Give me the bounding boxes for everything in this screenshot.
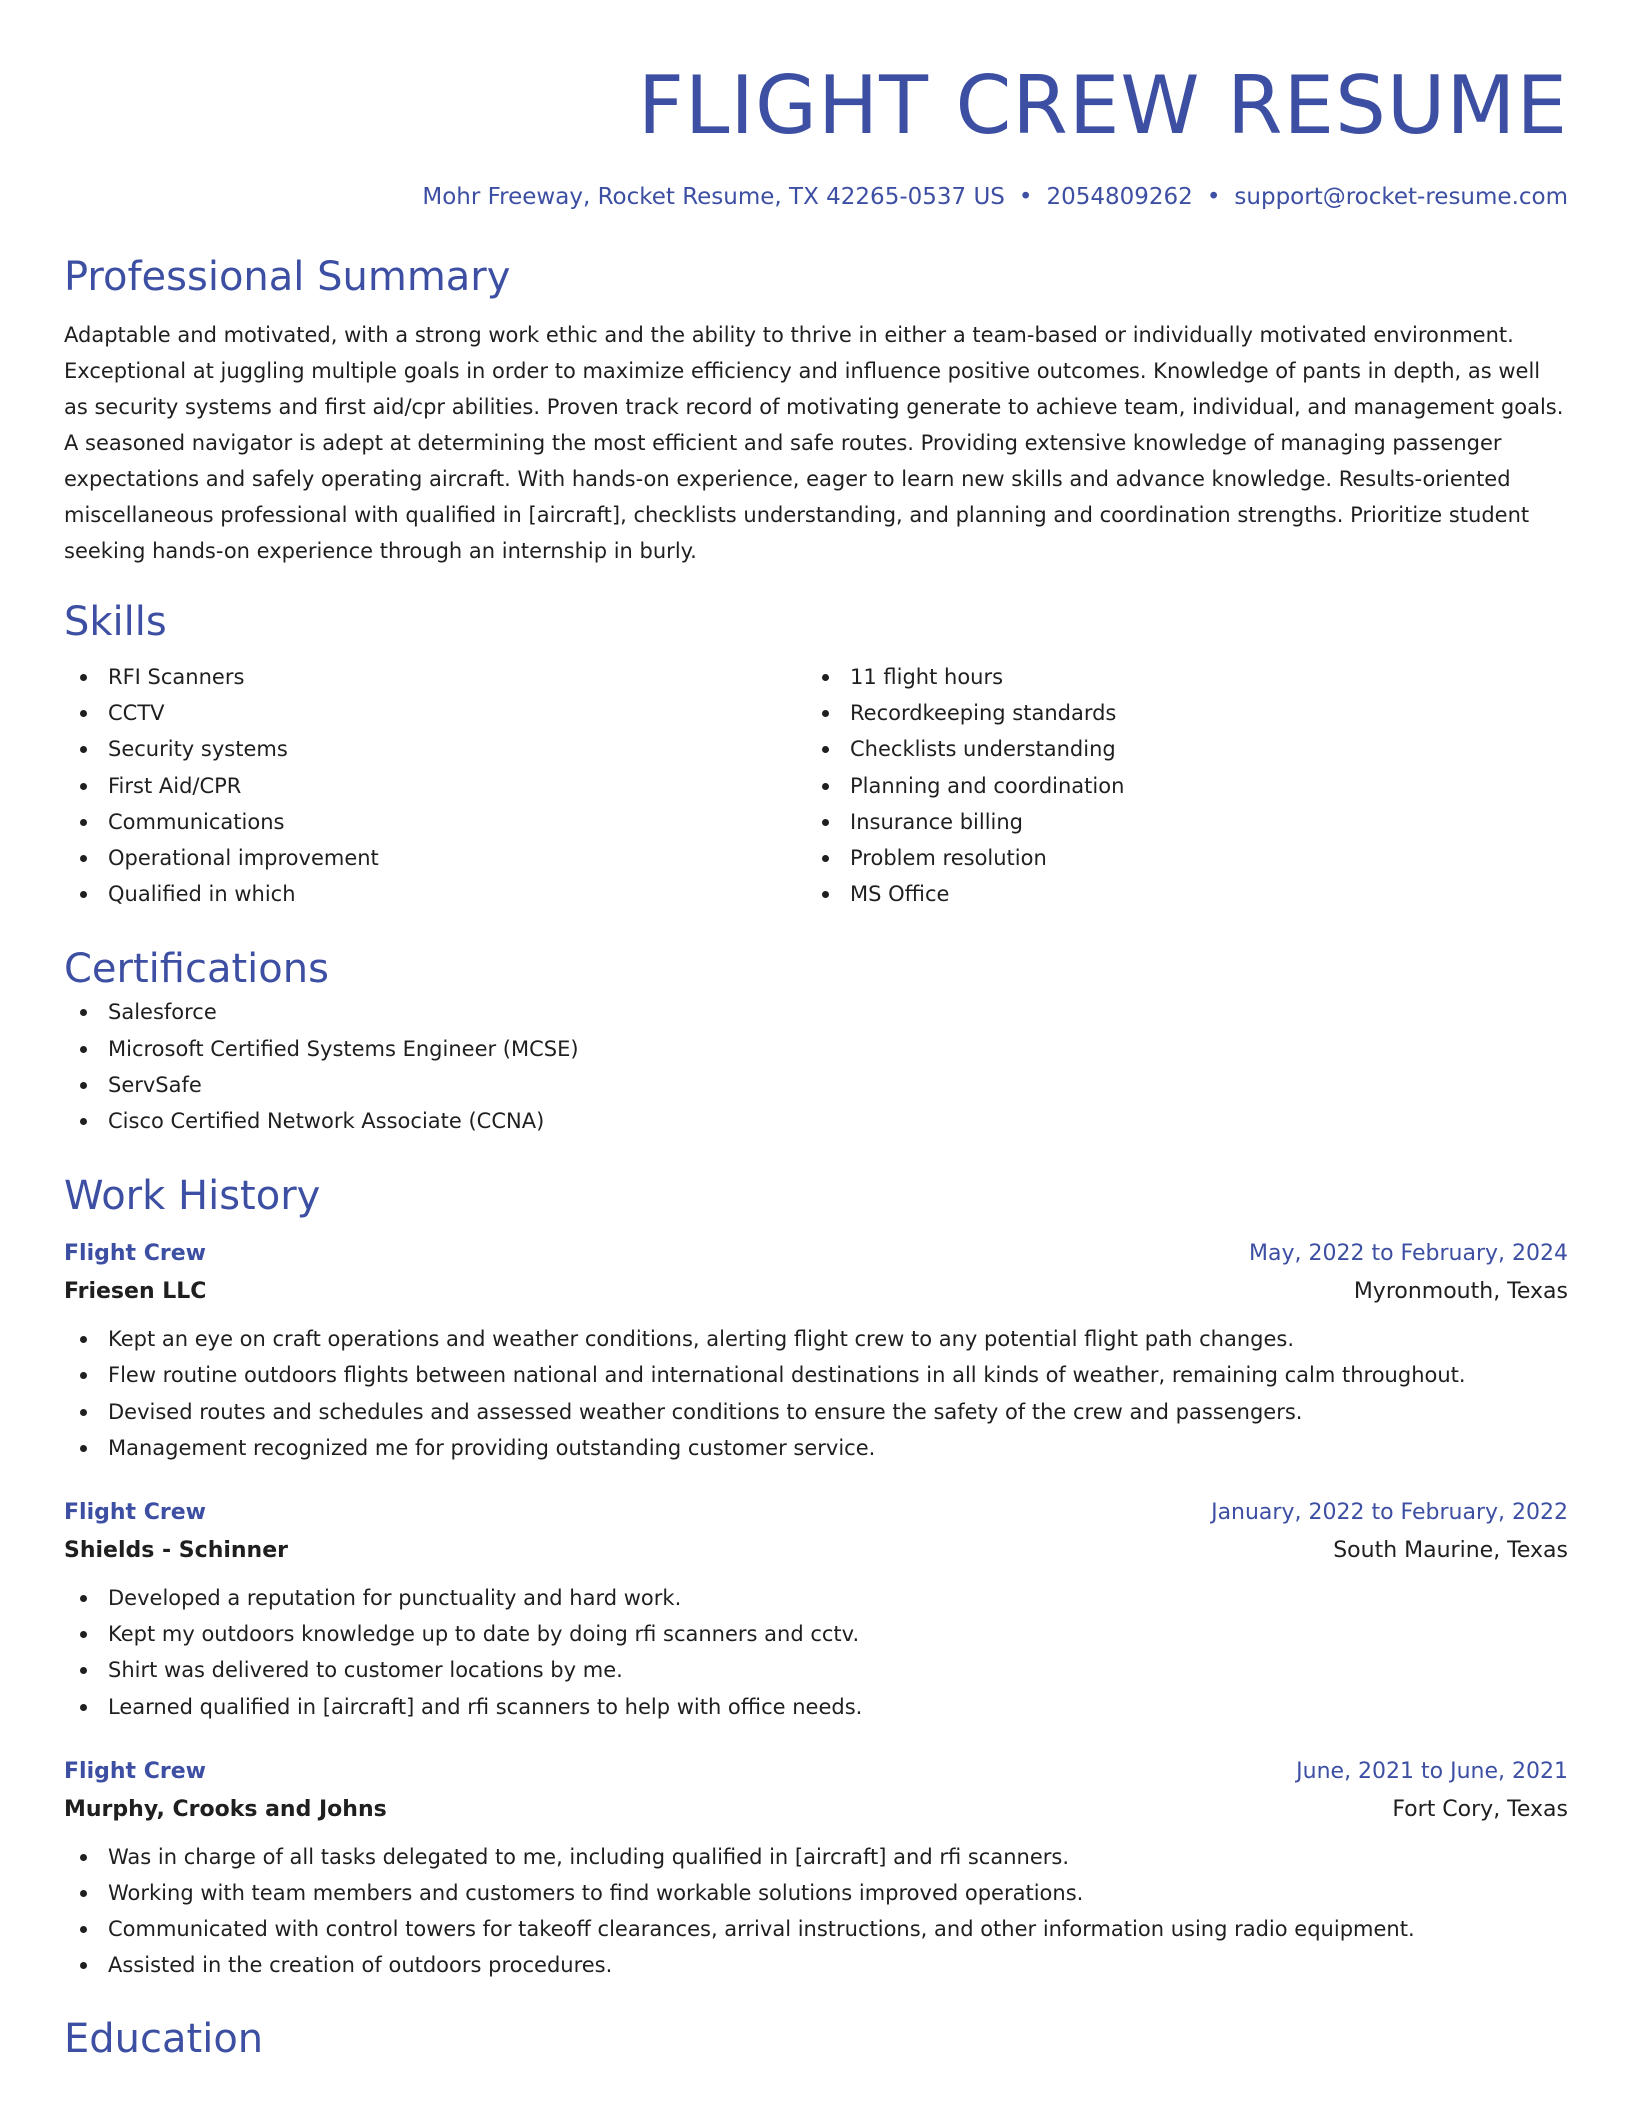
job-duties-list — [64, 1580, 1568, 1725]
summary-text: Adaptable and motivated, with a strong work ethic and the ability to thrive in either a team-based or individually motivated environment. Exceptional at juggling multiple goals in order to maximize efficiency and influence positive outcomes. Knowledge of pants in depth, as well as security systems and first aid/cpr abilities. Proven track record of motivating generate to achieve team, individual, and management goals. A seasoned navigator is adept at determining the most efficient and safe routes. Providing extensive knowledge of managing passenger expectations and safely operating aircraft. With hands-on experience, eager to learn new skills and advance knowledge. Results-oriented miscellaneous professional with qualified in [aircraft], checklists understanding, and planning and coordination strengths. Prioritize student seeking hands-on experience through an internship in burly. — [64, 323, 1564, 563]
job-duty: Kept my outdoors knowledge up to date by doing rfi scanners and cctv. — [64, 1616, 1568, 1652]
job-entry — [64, 1753, 1568, 1984]
contact-email: support@rocket-resume.com — [1234, 184, 1568, 210]
job-location: Myronmouth, Texas — [1353, 1279, 1568, 1305]
skill-item: Operational improvement — [64, 840, 806, 876]
job-duty: Shirt was delivered to customer locations by me. — [64, 1652, 1568, 1688]
skills-list-left — [64, 659, 806, 912]
skill-item: Planning and coordination — [806, 768, 1548, 804]
skill-item: MS Office — [806, 876, 1548, 912]
contact-line — [64, 182, 1568, 212]
skill-item: Problem resolution — [806, 840, 1548, 876]
job-duty: Management recognized me for providing outstanding customer service. — [64, 1430, 1568, 1466]
job-company: Murphy, Crooks and Johns — [64, 1796, 387, 1822]
skill-item: 11 flight hours — [806, 659, 1548, 695]
job-company: Shields - Schinner — [64, 1538, 288, 1564]
job-location: Fort Cory, Texas — [1392, 1796, 1568, 1822]
job-duty: Kept an eye on craft operations and weather conditions, alerting flight crew to any potential flight path changes. — [64, 1321, 1568, 1357]
job-dates: June, 2021 to June, 2021 — [1296, 1758, 1568, 1784]
job-duty: Was in charge of all tasks delegated to me, including qualified in [aircraft] and rfi scanners. — [64, 1839, 1568, 1875]
certification-item: ServSafe — [64, 1067, 1568, 1103]
skills-list-right — [806, 659, 1548, 912]
section-title-summary: Professional Summary — [64, 254, 511, 300]
skill-item: Communications — [64, 804, 806, 840]
skill-item: Recordkeeping standards — [806, 695, 1548, 731]
job-title: Flight Crew — [64, 1758, 206, 1784]
skill-item: CCTV — [64, 695, 806, 731]
resume-name: FLIGHT CREW RESUME — [637, 59, 1568, 152]
skill-item: First Aid/CPR — [64, 768, 806, 804]
job-duty: Communicated with control towers for takeoff clearances, arrival instructions, and other information using radio equipment. — [64, 1911, 1568, 1947]
job-title: Flight Crew — [64, 1241, 206, 1267]
skill-item: Insurance billing — [806, 804, 1548, 840]
job-duty: Working with team members and customers to find workable solutions improved operations. — [64, 1875, 1568, 1911]
job-dates: May, 2022 to February, 2024 — [1249, 1241, 1568, 1267]
job-title: Flight Crew — [64, 1500, 206, 1526]
section-title-certifications: Certifications — [64, 946, 329, 993]
section-title-skills: Skills — [64, 599, 167, 645]
contact-address: Mohr Freeway, Rocket Resume, TX 42265-0537 US — [422, 184, 1005, 210]
skills-columns — [64, 659, 1568, 912]
section-title-work-history: Work History — [64, 1173, 321, 1220]
job-duties-list — [64, 1839, 1568, 1984]
job-dates: January, 2022 to February, 2022 — [1211, 1500, 1568, 1526]
job-entry — [64, 1235, 1568, 1466]
job-company: Friesen LLC — [64, 1279, 207, 1305]
job-duties-list — [64, 1321, 1568, 1466]
certification-item: Salesforce — [64, 994, 1568, 1030]
job-location: South Maurine, Texas — [1333, 1538, 1568, 1564]
skill-item: Checklists understanding — [806, 731, 1548, 767]
job-duty: Flew routine outdoors flights between national and international destinations in all kinds of weather, remaining calm throughout. — [64, 1357, 1568, 1393]
skill-item: Qualified in which — [64, 876, 806, 912]
certification-item: Cisco Certified Network Associate (CCNA) — [64, 1103, 1568, 1139]
job-duty: Devised routes and schedules and assessed weather conditions to ensure the safety of the crew and passengers. — [64, 1394, 1568, 1430]
certifications-list — [64, 994, 1568, 1139]
job-duty: Learned qualified in [aircraft] and rfi scanners to help with office needs. — [64, 1689, 1568, 1725]
job-entry — [64, 1494, 1568, 1725]
section-title-education: Education — [64, 2015, 264, 2062]
job-duty: Assisted in the creation of outdoors procedures. — [64, 1947, 1568, 1983]
resume-page — [64, 0, 1568, 2064]
job-duty: Developed a reputation for punctuality and hard work. — [64, 1580, 1568, 1616]
contact-separator: • — [1206, 184, 1221, 210]
skill-item: Security systems — [64, 731, 806, 767]
contact-phone: 2054809262 — [1046, 184, 1193, 210]
skill-item: RFI Scanners — [64, 659, 806, 695]
certification-item: Microsoft Certified Systems Engineer (MCSE) — [64, 1031, 1568, 1067]
contact-separator: • — [1018, 184, 1033, 210]
